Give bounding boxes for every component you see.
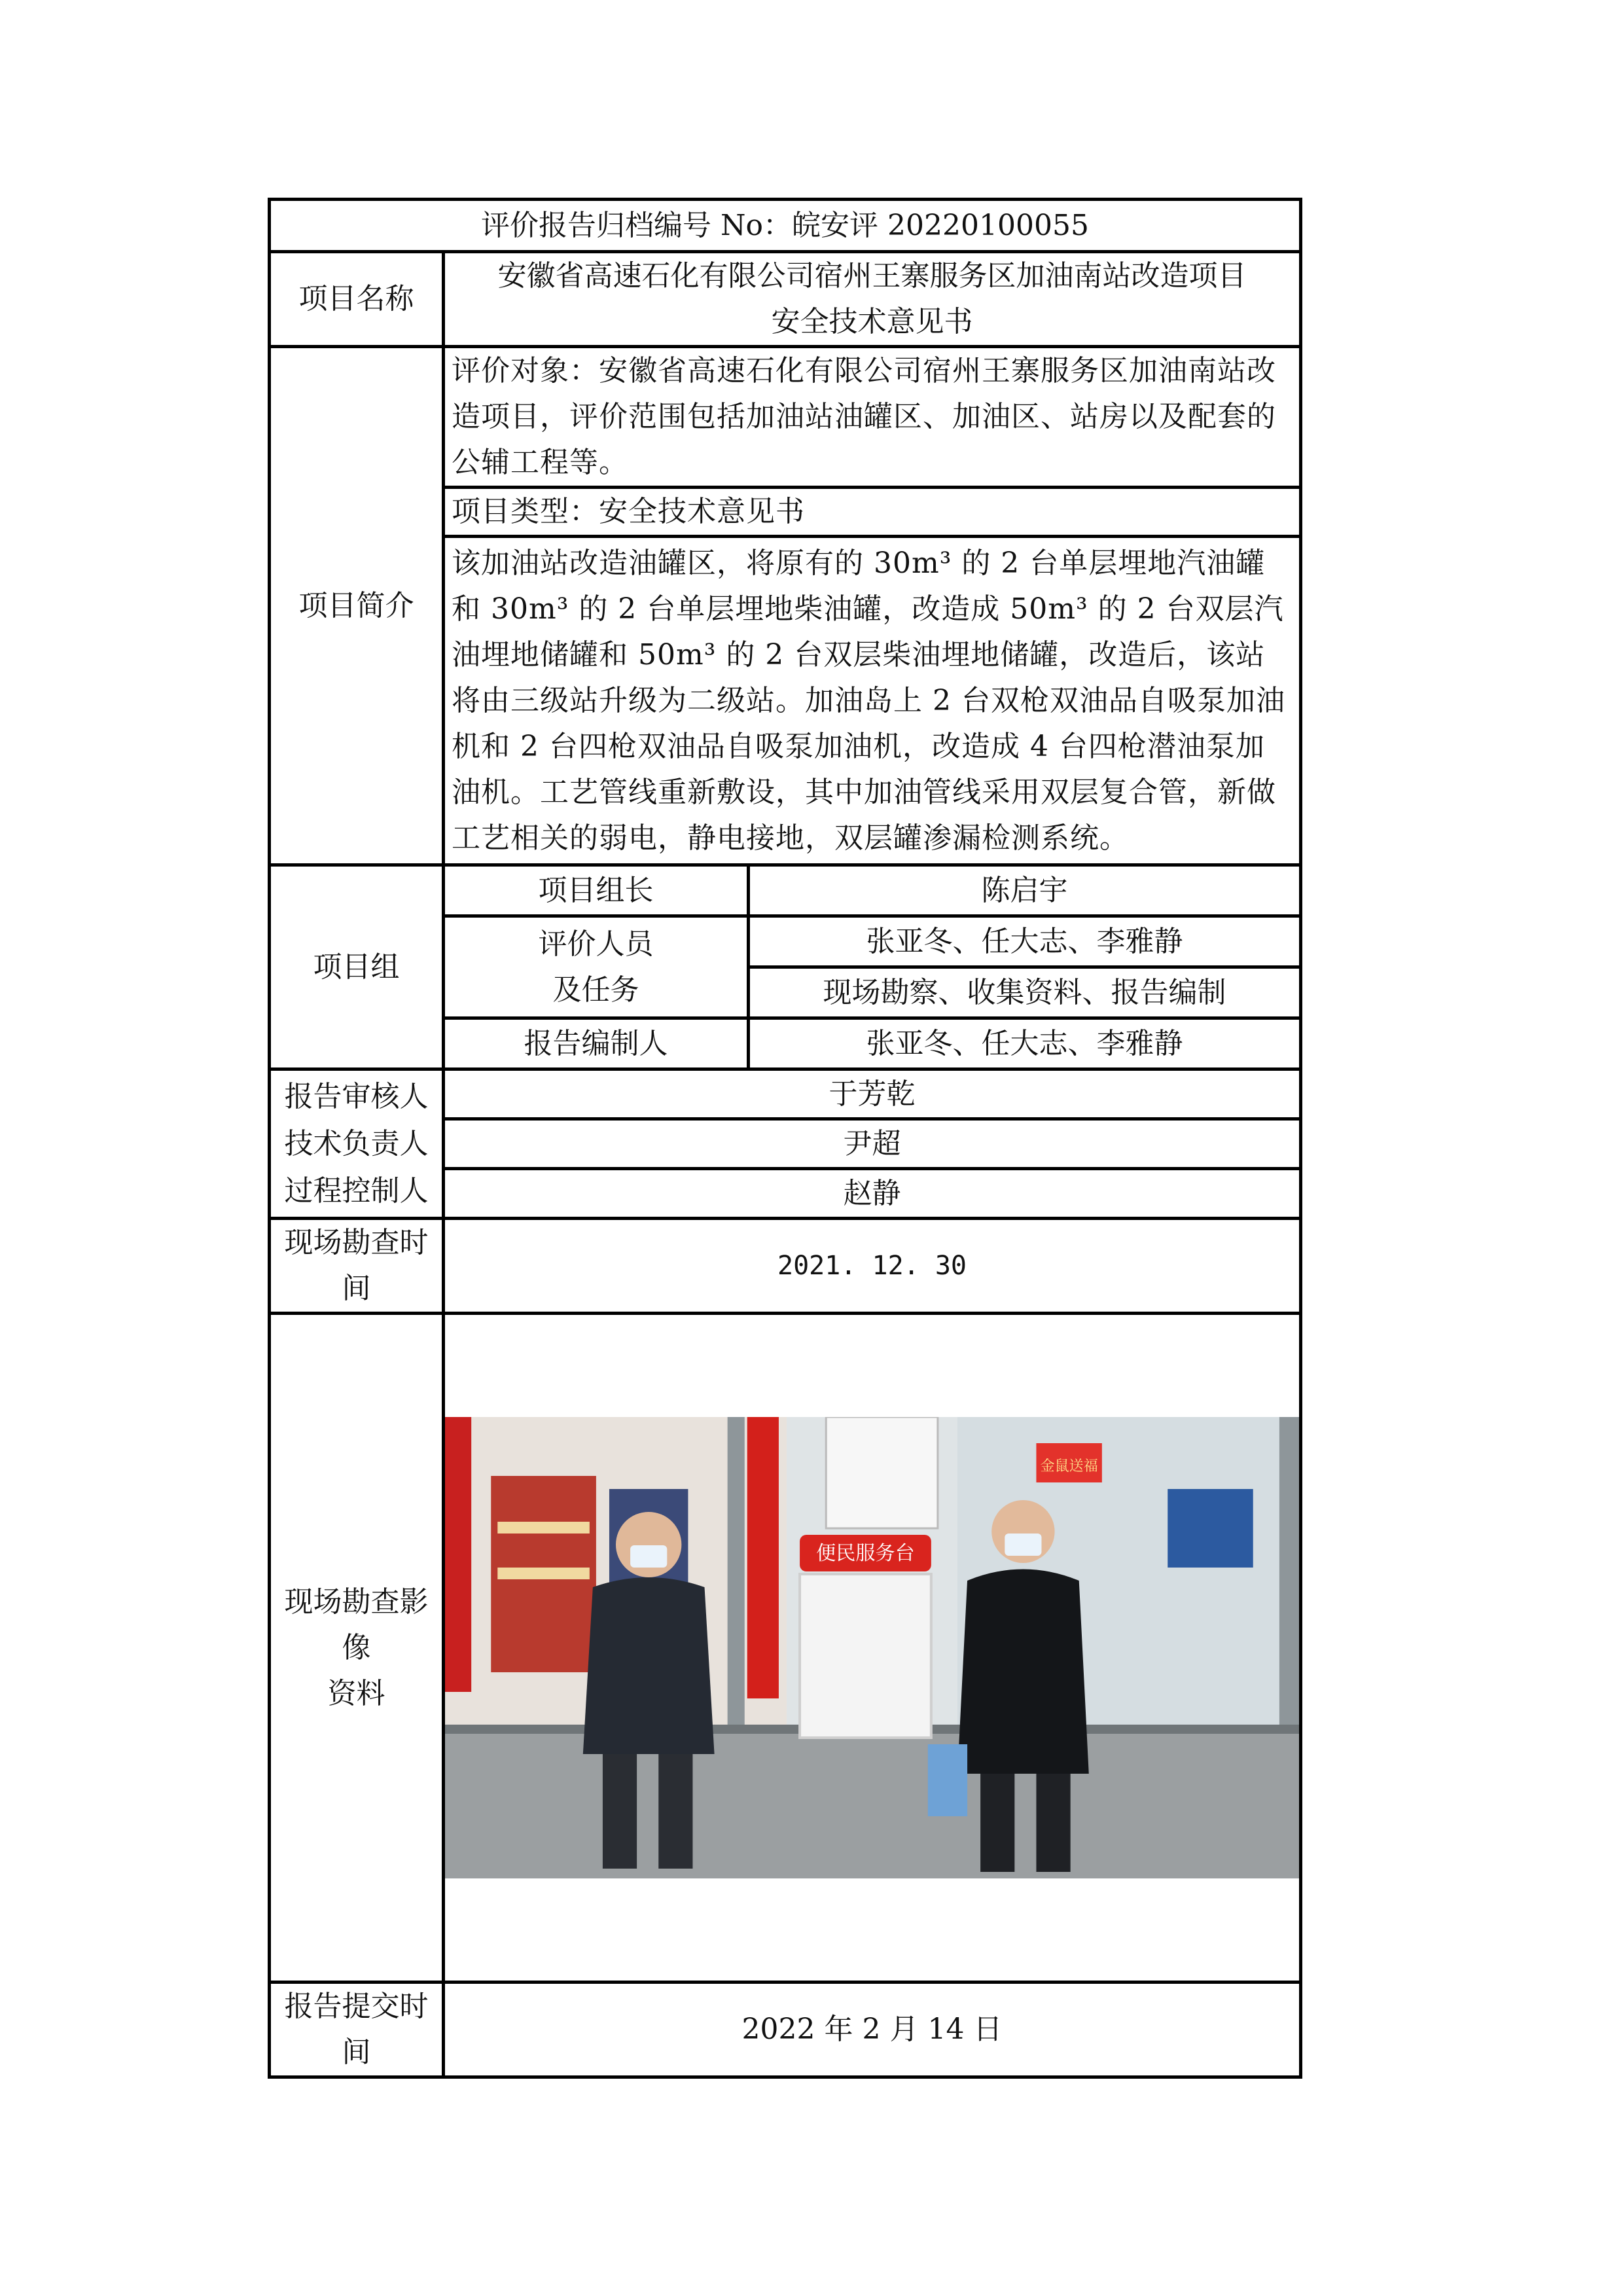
reviewer-label: 报告审核人: [284, 1079, 429, 1113]
process-control-value: 赵静: [444, 1169, 1301, 1219]
evaluators-value: 张亚冬、任大志、李雅静: [749, 916, 1301, 967]
project-name-value: [444, 252, 1301, 347]
tech-lead-value: 尹超: [444, 1119, 1301, 1169]
project-name-line1: 安徽省高速石化有限公司宿州王寨服务区加油南站改造项目: [497, 259, 1247, 293]
submit-time-value: 2022 年 2 月 14 日: [444, 1982, 1301, 2077]
archive-number: 评价报告归档编号 No：皖安评 20220100055: [270, 200, 1301, 252]
photo-label-line1: 现场勘查影像: [284, 1585, 429, 1664]
site-photo-illustration: [445, 1417, 1299, 1878]
photo-label: [270, 1314, 444, 1982]
project-description: 该加油站改造油罐区，将原有的 30m³ 的 2 台单层埋地汽油罐和 30m³ 的 2 台单层埋地柴油罐，改造成 50m³ 的 2 台双层汽油埋地储罐和 50m³ 的 2 台双层柴油埋地储罐，改造后，该站将由三级站升级为二级站。加油岛上 2 台双枪双油品自吸泵加油机和 2 台四枪双油品自吸泵加油机，改造成 4 台四枪潜油泵加油机。工艺管线重新敷设，其中加油管线采用双层复合管，新做工艺相关的弱电，静电接地，双层罐渗漏检测系统。: [444, 537, 1301, 865]
evaluators-label-line1: 评价人员: [538, 927, 654, 961]
leader-value: 陈启宇: [749, 865, 1301, 916]
compiler-label: 报告编制人: [444, 1018, 749, 1069]
evaluation-object: 评价对象：安徽省高速石化有限公司宿州王寨服务区加油南站改造项目，评价范围包括加油站油罐区、加油区、站房以及配套的公辅工程等。: [444, 347, 1301, 488]
survey-time-label: 现场勘查时间: [270, 1219, 444, 1314]
evaluators-label-line2: 及任务: [552, 973, 639, 1007]
window-banner: 金鼠送福: [1040, 1458, 1098, 1475]
tasks-value: 现场勘察、收集资料、报告编制: [749, 967, 1301, 1018]
reviewers-label: [270, 1069, 444, 1219]
survey-time-value: 2021. 12. 30: [444, 1219, 1301, 1314]
project-name-line2: 安全技术意见书: [771, 305, 973, 338]
tech-lead-label: 技术负责人: [284, 1126, 429, 1160]
project-group-label: 项目组: [270, 865, 444, 1069]
photo-label-line2: 资料: [327, 1676, 385, 1710]
compiler-value: 张亚冬、任大志、李雅静: [749, 1018, 1301, 1069]
process-control-label: 过程控制人: [284, 1174, 429, 1208]
project-intro-label: 项目简介: [270, 347, 444, 865]
reviewer-value: 于芳乾: [444, 1069, 1301, 1119]
site-survey-photo: [445, 1417, 1299, 1878]
project-type: 项目类型：安全技术意见书: [444, 488, 1301, 537]
project-name-label: 项目名称: [270, 252, 444, 347]
photo-cell: [444, 1314, 1301, 1982]
evaluators-label: [444, 916, 749, 1018]
submit-time-label: 报告提交时间: [270, 1982, 444, 2077]
leader-label: 项目组长: [444, 865, 749, 916]
report-archive-table: [268, 198, 1302, 2079]
service-desk-sign: 便民服务台: [816, 1542, 915, 1565]
